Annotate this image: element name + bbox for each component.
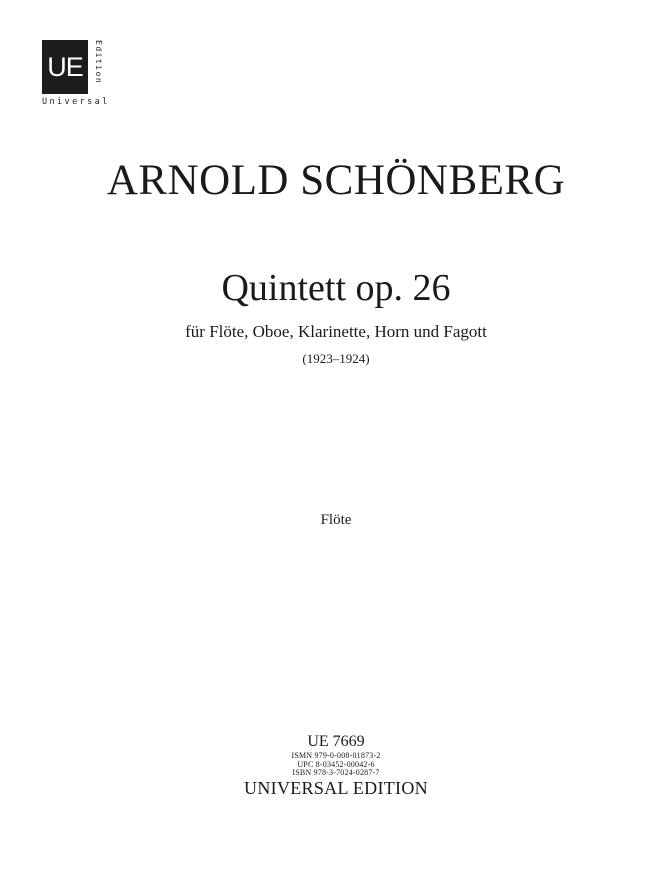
universal-edition-logo (42, 40, 112, 112)
catalog-number: UE 7669 (307, 733, 365, 750)
isbn-code: ISBN 978-3-7024-0287-7 (292, 768, 380, 777)
publisher-name: UNIVERSAL EDITION (244, 778, 428, 798)
product-codes (0, 752, 672, 778)
logo-bottom-text: Universal (42, 97, 110, 107)
composition-dates: (1923–1924) (302, 351, 370, 366)
work-title: Quintett op. 26 (221, 267, 451, 309)
logo-vertical-text: Edition (94, 40, 103, 85)
logo-mark: UE (42, 40, 88, 94)
instrumentation: für Flöte, Oboe, Klarinette, Horn und Fagott (185, 322, 487, 341)
ismn-code: ISMN 979-0-008-01873-2 (291, 751, 381, 760)
upc-code: UPC 8-03452-00042-6 (297, 759, 375, 769)
part-name: Flöte (320, 512, 352, 528)
composer-name: ARNOLD SCHÖNBERG (106, 157, 566, 204)
